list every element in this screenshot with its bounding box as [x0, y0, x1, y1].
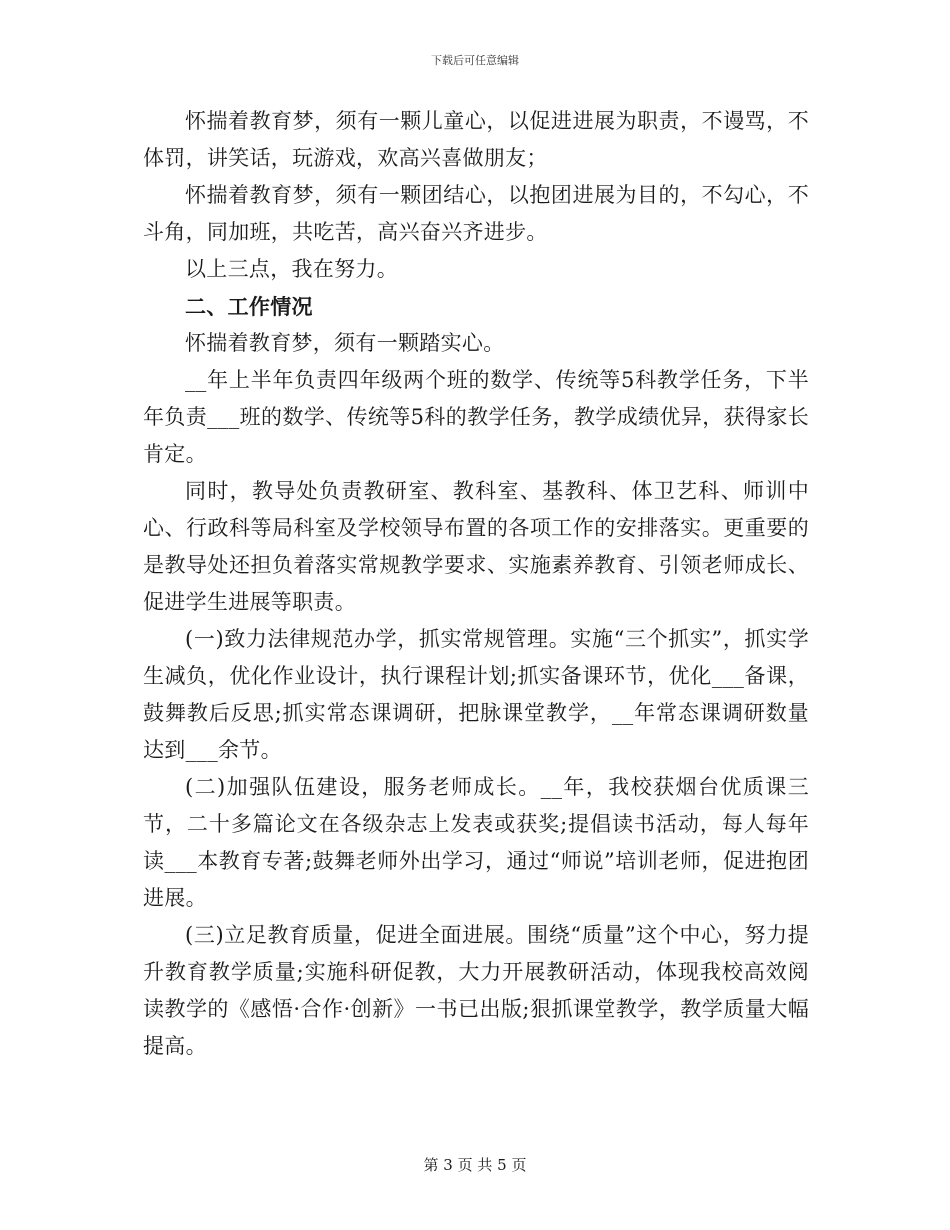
paragraph: 怀揣着教育梦，须有一颗儿童心，以促进进展为职责，不谩骂，不体罚，讲笑话，玩游戏，欢高兴喜做朋友；: [143, 109, 809, 170]
paragraph: 以上三点，我在努力。: [185, 257, 398, 281]
paragraph: (一)致力法律规范办学，抓实常规管理。实施“三个抓实”，抓实学生减负，优化作业设计，执行课程计划;抓实备课环节，优化___备课，鼓舞教后反思;抓实常态课调研，把脉课堂教学，__年常态课调研数量达到___余节。: [143, 627, 809, 762]
page-number: 第 3 页 共 5 页: [423, 1156, 527, 1174]
paragraph: 同时，教导处负责教研室、教科室、基教科、体卫艺科、师训中心、行政科等局科室及学校领导布置的各项工作的安排落实。更重要的是教导处还担负着落实常规教学要求、实施素养教育、引领老师成长、促进学生进展等职责。: [143, 479, 809, 614]
paragraph: 怀揣着教育梦，须有一颗团结心，以抱团进展为目的，不勾心，不斗角，同加班，共吃苦，高兴奋兴齐进步。: [143, 183, 809, 244]
document-body: [143, 103, 809, 1065]
paragraph: (三)立足教育质量，促进全面进展。围绕“质量”这个中心，努力提升教育教学质量;实施科研促教，大力开展教研活动，体现我校高效阅读教学的《感悟·合作·创新》一书已出版;狠抓课堂教学，教学质量大幅提高。: [143, 923, 809, 1058]
paragraph: __年上半年负责四年级两个班的数学、传统等5科教学任务，下半年负责___班的数学、传统等5科的教学任务，教学成绩优异，获得家长肯定。: [143, 368, 809, 466]
paragraph: (二)加强队伍建设，服务老师成长。__年，我校获烟台优质课三节，二十多篇论文在各级杂志上发表或获奖;提倡读书活动，每人每年读___本教育专著;鼓舞老师外出学习，通过“师说”培训老师，促进抱团进展。: [143, 775, 809, 910]
section-heading: 二、工作情况: [185, 294, 313, 319]
paragraph: 怀揣着教育梦，须有一颗踏实心。: [185, 331, 505, 355]
page-header: 下载后可任意编辑: [431, 54, 519, 67]
